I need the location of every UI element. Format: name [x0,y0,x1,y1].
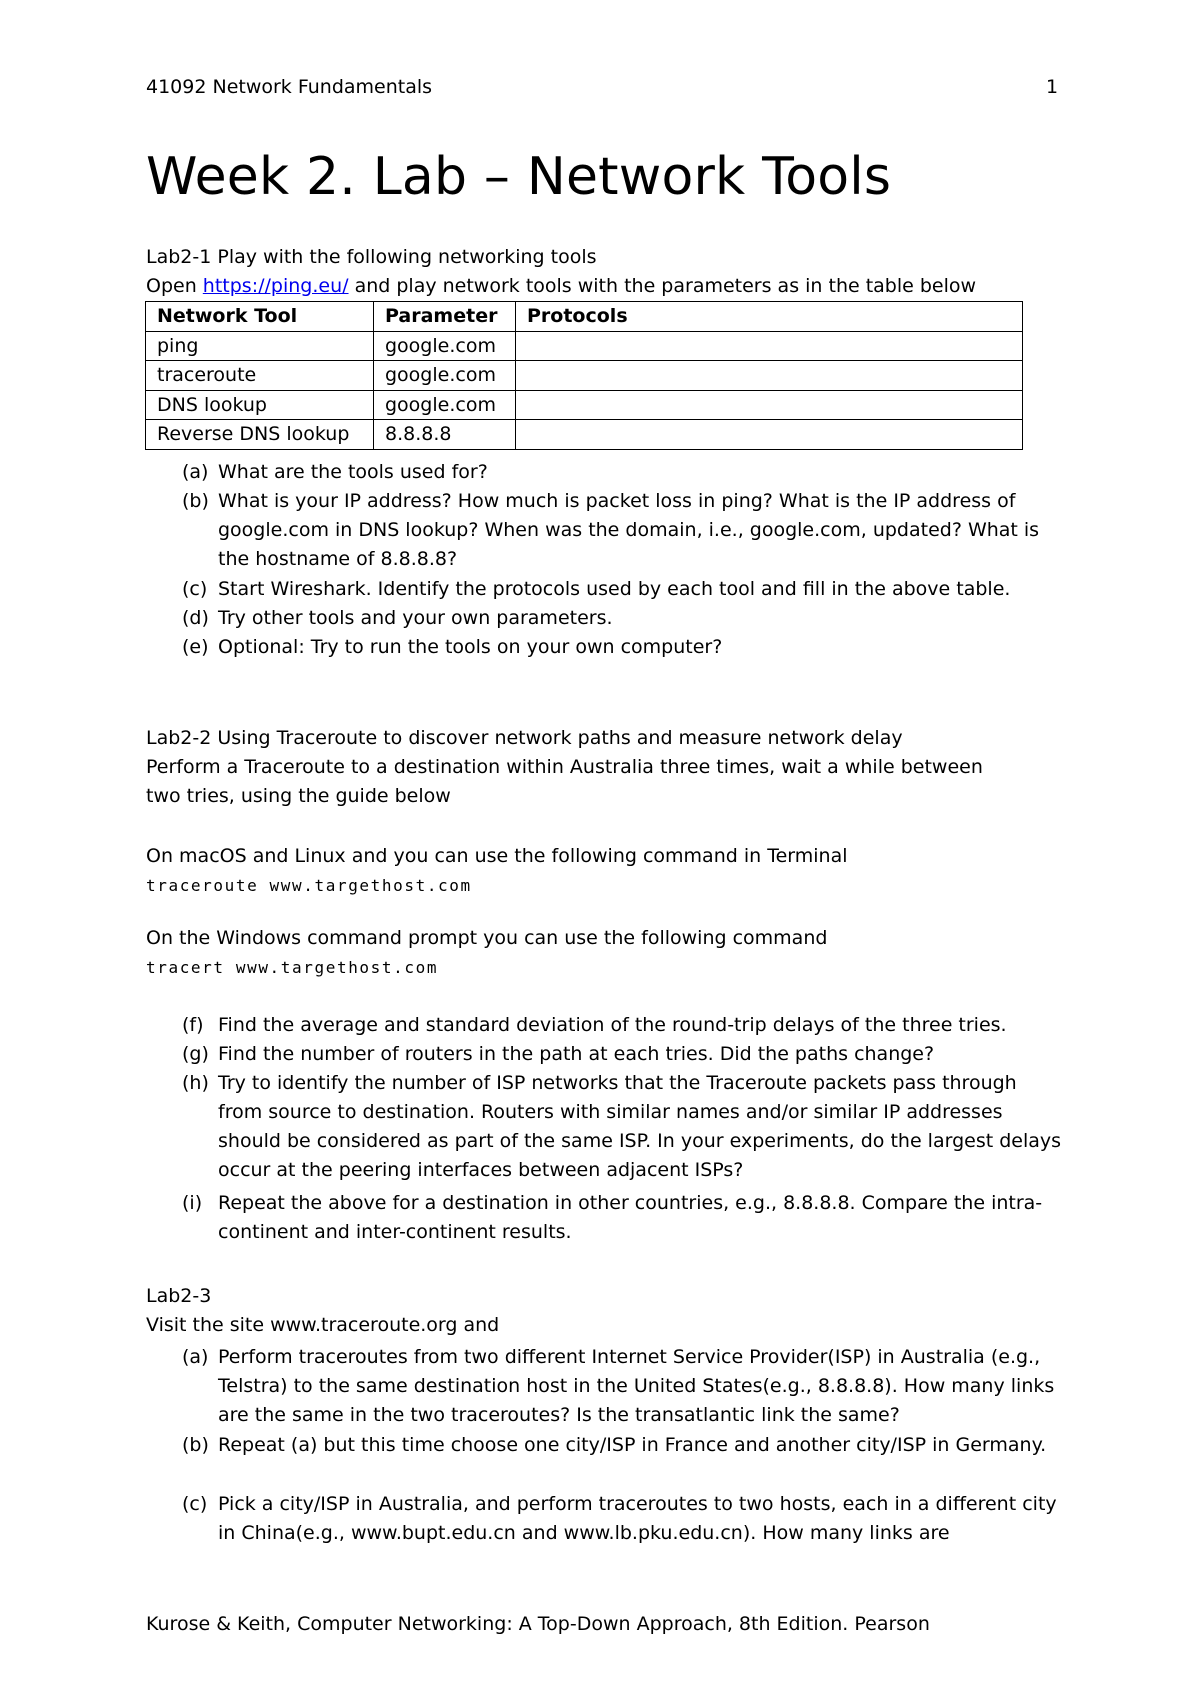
page-number: 1 [1046,76,1059,98]
list-item-text: Optional: Try to run the tools on your own computer? [218,636,723,658]
list-item-text: Perform traceroutes from two different Internet Service Provider(ISP) in Australia (e.g., Telstra) to the same destination host in the United States(e.g., 8.8.8.8). How many links are the same in the two traceroutes? Is the transatlantic link the same? [218,1346,1055,1426]
lab2-intro-line1: Perform a Traceroute to a destination within Australia three times, wait a while between [146,756,983,778]
list-item-label: (g) [182,1043,209,1065]
list-item [182,1431,1062,1460]
list-item-label: (h) [182,1072,209,1094]
windows-command: tracert www.targethost.com [146,958,439,977]
list-item-text: Find the number of routers in the path at each tries. Did the paths change? [218,1043,935,1065]
list-item [182,1011,1062,1040]
list-item [182,1490,1062,1548]
list-item [182,1069,1062,1185]
list-item-text: What are the tools used for? [218,461,488,483]
table-cell-protocols [516,331,1023,361]
lab3-heading: Lab2-3 [146,1285,212,1307]
list-item-label: (f) [182,1014,204,1036]
table-cell-protocols [516,420,1023,450]
list-item [182,458,1062,487]
column-header-parameter: Parameter [374,302,516,332]
list-item-label: (b) [182,1434,209,1456]
windows-instructions: On the Windows command prompt you can use the following command [146,927,828,949]
table-row [146,331,1023,361]
footer-reference: Kurose & Keith, Computer Networking: A Top-Down Approach, 8th Edition. Pearson [146,1613,930,1635]
list-item-text: Pick a city/ISP in Australia, and perform traceroutes to two hosts, each in a different city in China(e.g., www.bupt.edu.cn and www.lb.pku.edu.cn). How many links are [218,1493,1057,1544]
lab1-intro [146,275,976,297]
table-cell-parameter: google.com [374,361,516,391]
list-item-label: (b) [182,490,209,512]
table-cell-parameter: google.com [374,390,516,420]
table-cell-tool: DNS lookup [146,390,374,420]
list-item-label: (a) [182,1346,209,1368]
header-course-title: 41092 Network Fundamentals [146,76,433,98]
list-item-label: (d) [182,607,209,629]
table-row [146,420,1023,450]
column-header-protocols: Protocols [516,302,1023,332]
list-item-text: Try to identify the number of ISP networks that the Traceroute packets pass through from source to destination. Routers with similar names and/or similar IP addresses should be considered as part of the same ISP. In your experiments, do the largest delays occur at the peering interfaces between adjacent ISPs? [218,1072,1062,1181]
lab1-intro-post: and play network tools with the parameters as in the table below [348,275,977,297]
lab2-heading: Lab2-2 Using Traceroute to discover network paths and measure network delay [146,727,903,749]
list-item [182,1343,1062,1430]
list-item [182,575,1062,604]
page-title: Week 2. Lab – Network Tools [146,147,892,207]
mac-command: traceroute www.targethost.com [146,876,472,895]
list-item-label: (i) [182,1192,203,1214]
lab2-intro-line2: two tries, using the guide below [146,785,451,807]
table-row [146,361,1023,391]
table-cell-parameter: 8.8.8.8 [374,420,516,450]
list-item-text: Find the average and standard deviation of the round-trip delays of the three tries. [218,1014,1007,1036]
list-item-label: (e) [182,636,209,658]
list-item-text: Try other tools and your own parameters. [218,607,613,629]
list-item-text: Repeat (a) but this time choose one city/ISP in France and another city/ISP in Germany. [218,1434,1047,1456]
lab1-heading: Lab2-1 Play with the following networking tools [146,246,597,268]
table-cell-protocols [516,361,1023,391]
list-item-text: Repeat the above for a destination in other countries, e.g., 8.8.8.8. Compare the intra-continent and inter-continent results. [218,1192,1043,1243]
list-item-label: (a) [182,461,209,483]
table-cell-protocols [516,390,1023,420]
list-item [182,1189,1062,1247]
table-cell-tool: traceroute [146,361,374,391]
list-item-text: What is your IP address? How much is packet loss in ping? What is the IP address of google.com in DNS lookup? When was the domain, i.e., google.com, updated? What is the hostname of 8.8.8.8? [218,490,1040,570]
table-cell-parameter: google.com [374,331,516,361]
lab1-intro-pre: Open [146,275,203,297]
table-row [146,390,1023,420]
list-item-label: (c) [182,578,208,600]
lab3-intro: Visit the site www.traceroute.org and [146,1314,500,1336]
column-header-network-tool: Network Tool [146,302,374,332]
list-item [182,487,1062,574]
list-item [182,604,1062,633]
table-cell-tool: Reverse DNS lookup [146,420,374,450]
ping-eu-link[interactable]: https://ping.eu/ [202,275,349,297]
list-item [182,633,1062,662]
table-cell-tool: ping [146,331,374,361]
list-item-text: Start Wireshark. Identify the protocols used by each tool and fill in the above table. [218,578,1011,600]
table-header-row [146,302,1023,332]
list-item-label: (c) [182,1493,208,1515]
mac-instructions: On macOS and Linux and you can use the following command in Terminal [146,845,848,867]
network-tools-table [145,301,1023,450]
list-item [182,1040,1062,1069]
